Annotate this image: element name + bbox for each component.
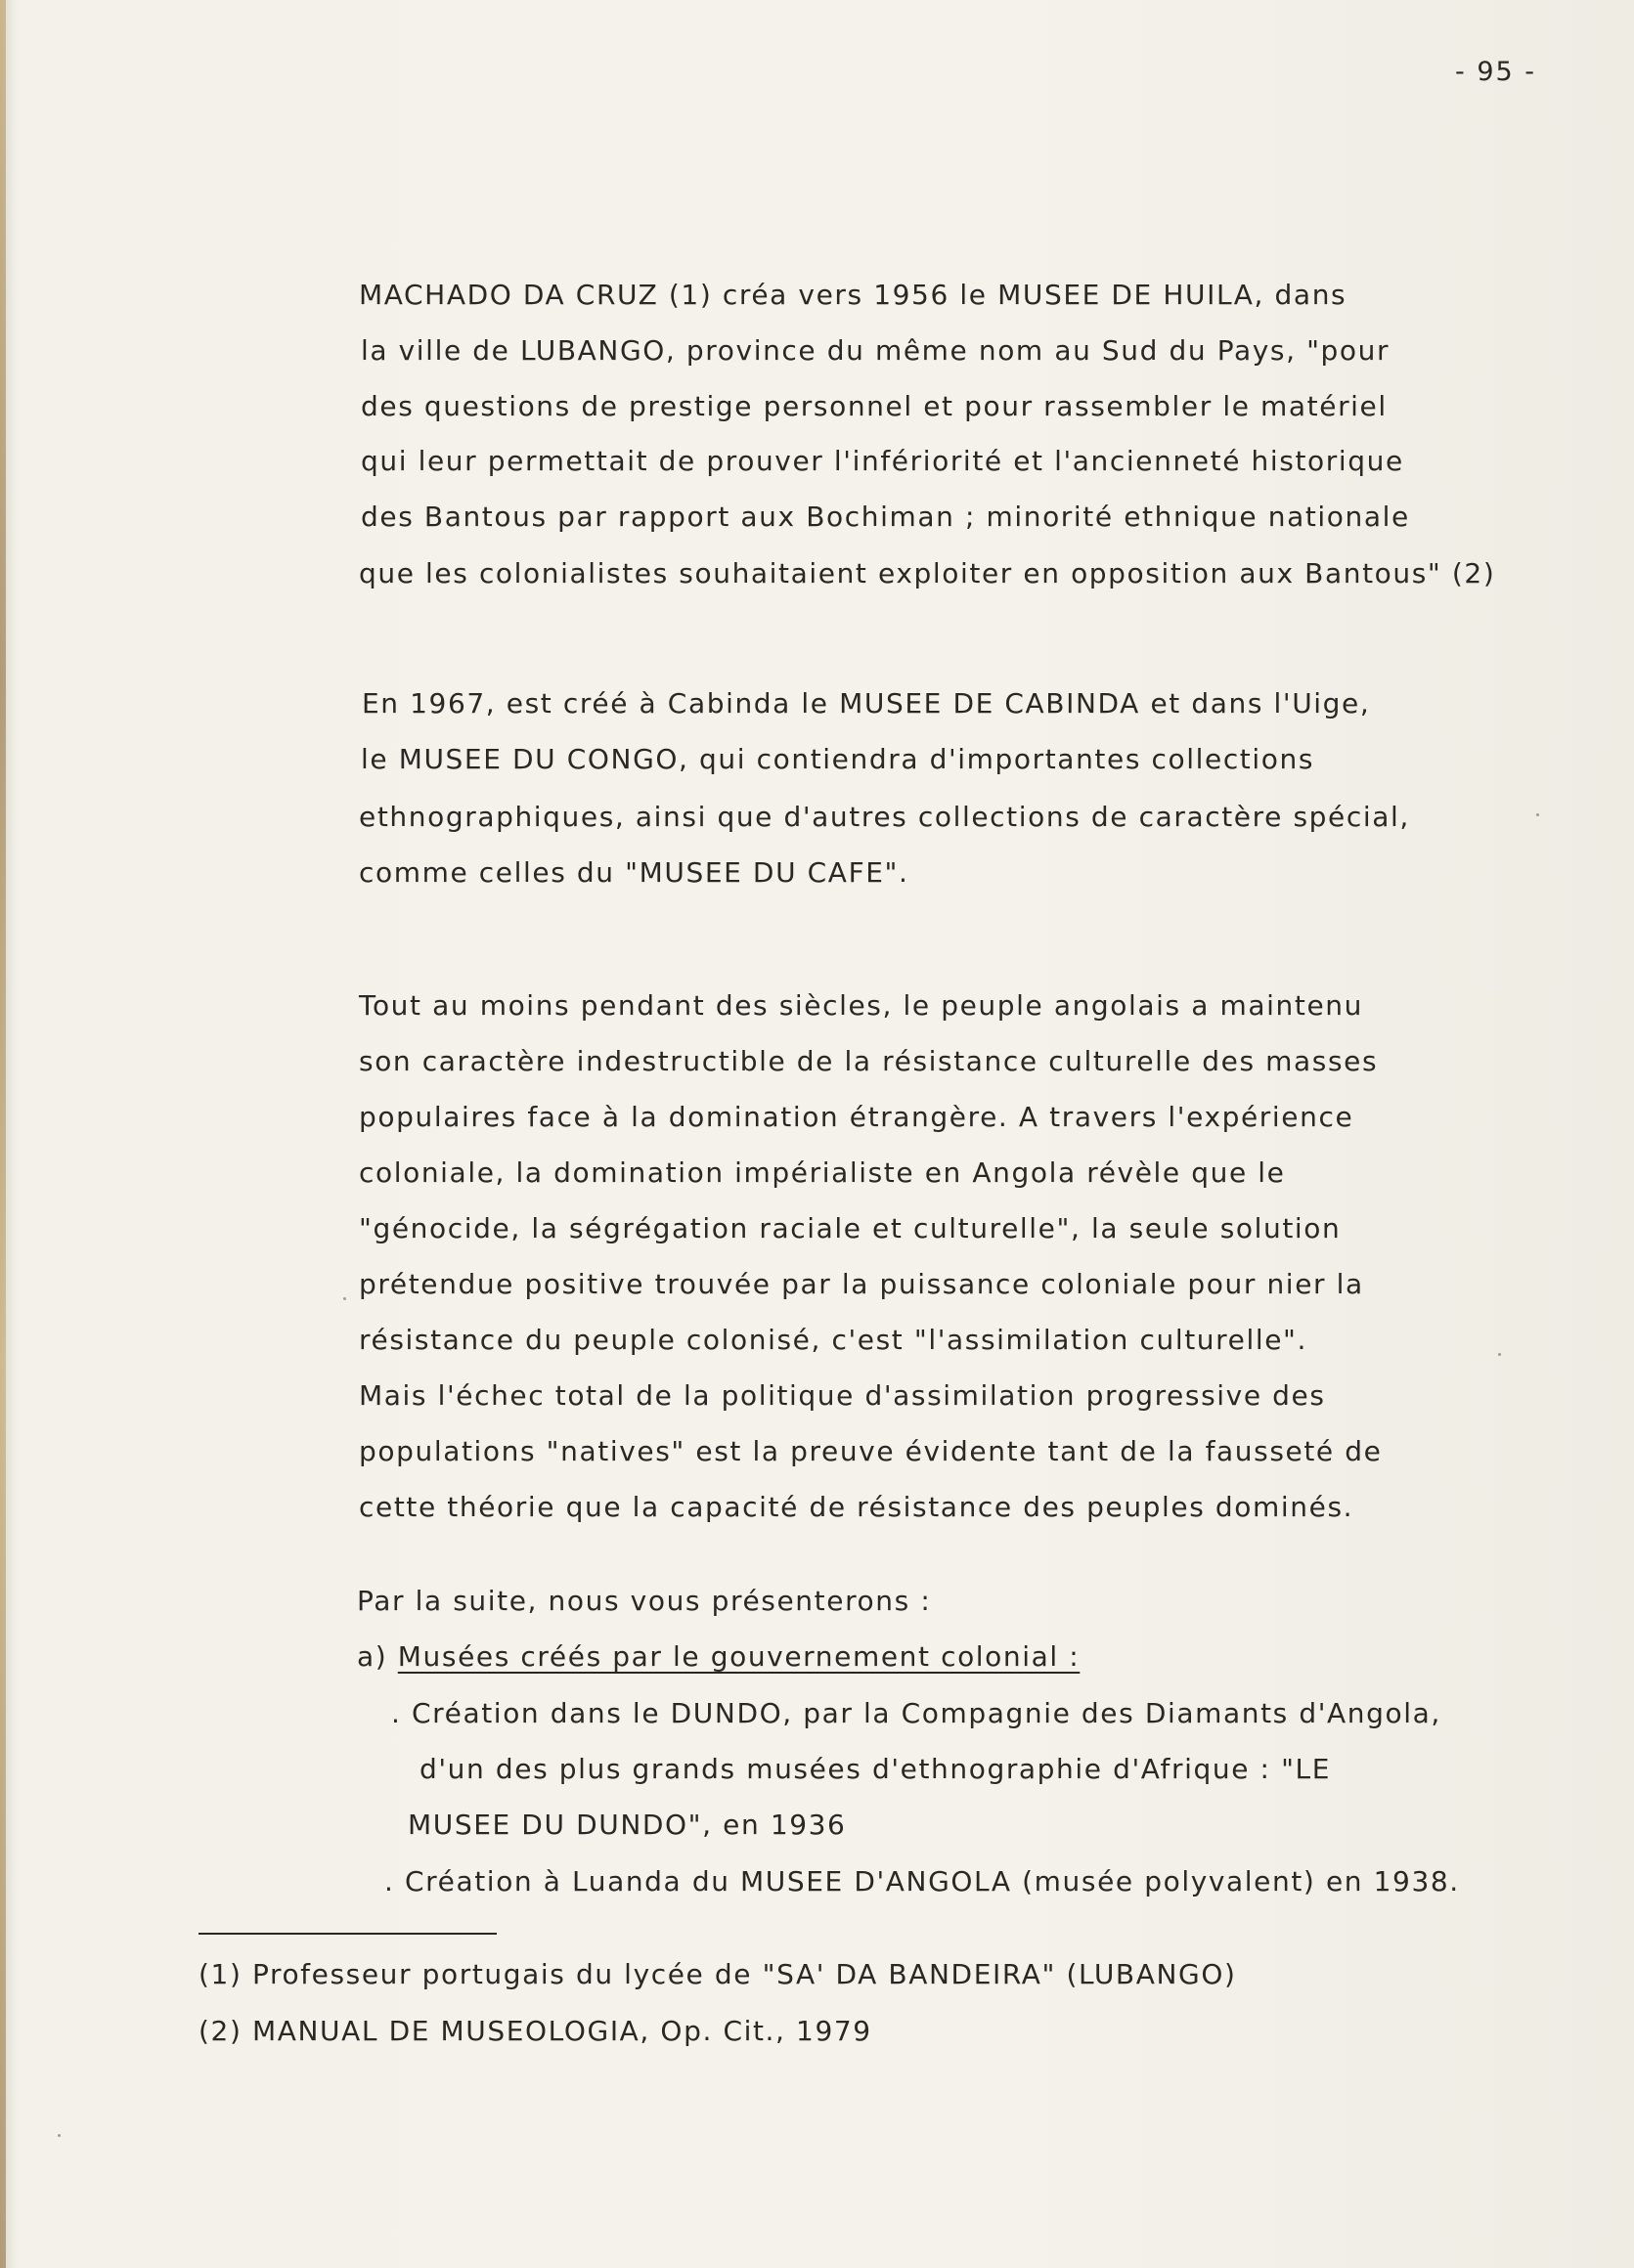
footnote: (1) Professeur portugais du lycée de "SA' DA BANDEIRA" (LUBANGO) bbox=[199, 1958, 1237, 1990]
paragraph-1-line: des Bantous par rapport aux Bochiman ; minorité ethnique nationale bbox=[361, 501, 1410, 533]
paper-speck bbox=[1498, 1353, 1501, 1356]
paragraph-3-line: Mais l'échec total de la politique d'assimilation progressive des bbox=[359, 1379, 1326, 1412]
paper-speck bbox=[1536, 813, 1539, 816]
page-binding-edge bbox=[0, 0, 6, 2268]
list-heading-text: Musées créés par le gouvernement colonial : bbox=[397, 1640, 1081, 1673]
paragraph-3-line: populaires face à la domination étrangère. A travers l'expérience bbox=[359, 1101, 1354, 1133]
page-number: - 95 - bbox=[1455, 57, 1537, 87]
paragraph-1-line: qui leur permettait de prouver l'infériorité et l'ancienneté historique bbox=[361, 445, 1404, 477]
footnote: (2) MANUAL DE MUSEOLOGIA, Op. Cit., 1979 bbox=[199, 2015, 872, 2047]
paragraph-3-line: populations "natives" est la preuve évidente tant de la fausseté de bbox=[359, 1435, 1383, 1467]
paragraph-1-line: MACHADO DA CRUZ (1) créa vers 1956 le MUSEE DE HUILA, dans bbox=[359, 279, 1347, 311]
list-item-line: . Création dans le DUNDO, par la Compagnie des Diamants d'Angola, bbox=[391, 1697, 1441, 1729]
paragraph-2-line: le MUSEE DU CONGO, qui contiendra d'importantes collections bbox=[361, 743, 1315, 775]
paragraph-3-line: coloniale, la domination impérialiste en Angola révèle que le bbox=[359, 1156, 1286, 1189]
list-item-line: d'un des plus grands musées d'ethnographie d'Afrique : "LE bbox=[420, 1753, 1332, 1785]
paper-speck bbox=[58, 2134, 61, 2137]
list-item-line: MUSEE DU DUNDO", en 1936 bbox=[408, 1809, 847, 1841]
paragraph-3-line: résistance du peuple colonisé, c'est "l'assimilation culturelle". bbox=[359, 1324, 1308, 1356]
paragraph-3-line: prétendue positive trouvée par la puissance coloniale pour nier la bbox=[359, 1268, 1364, 1300]
paragraph-2-line: comme celles du "MUSEE DU CAFE". bbox=[359, 856, 909, 889]
paragraph-1-line: la ville de LUBANGO, province du même nom au Sud du Pays, "pour bbox=[361, 334, 1391, 367]
paragraph-3-line: "génocide, la ségrégation raciale et culturelle", la seule solution bbox=[359, 1212, 1342, 1244]
footnote-separator bbox=[199, 1933, 497, 1935]
list-heading bbox=[357, 1640, 1081, 1673]
paragraph-3-line: son caractère indestructible de la résistance culturelle des masses bbox=[359, 1045, 1379, 1077]
paragraph-3-line: Tout au moins pendant des siècles, le peuple angolais a maintenu bbox=[359, 989, 1363, 1022]
list-heading-prefix: a) bbox=[357, 1640, 398, 1673]
paragraph-3-line: cette théorie que la capacité de résistance des peuples dominés. bbox=[359, 1491, 1354, 1523]
paragraph-1-line: des questions de prestige personnel et pour rassembler le matériel bbox=[361, 390, 1388, 422]
paper-speck bbox=[343, 1297, 346, 1300]
paragraph-2-line: En 1967, est créé à Cabinda le MUSEE DE CABINDA et dans l'Uige, bbox=[362, 687, 1371, 720]
paragraph-1-line: que les colonialistes souhaitaient exploiter en opposition aux Bantous" (2) bbox=[359, 557, 1496, 589]
paragraph-2-line: ethnographiques, ainsi que d'autres collections de caractère spécial, bbox=[359, 801, 1410, 833]
list-intro: Par la suite, nous vous présenterons : bbox=[357, 1585, 932, 1617]
list-item-line: . Création à Luanda du MUSEE D'ANGOLA (musée polyvalent) en 1938. bbox=[384, 1865, 1460, 1897]
